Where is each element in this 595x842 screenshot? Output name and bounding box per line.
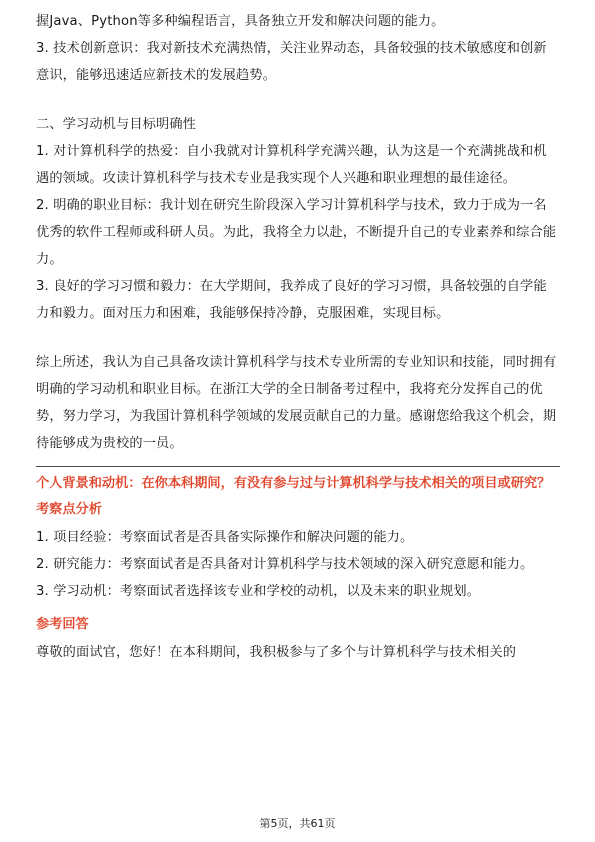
paragraph: 1. 对计算机科学的热爱：自小我就对计算机科学充满兴趣，认为这是一个充满挑战和机遇的领域。攻读计算机科学与技术专业是我实现个人兴趣和职业理想的最佳途径。 (36, 144, 547, 186)
analysis-item: 2. 研究能力：考察面试者是否具备对计算机科学与技术领域的深入研究意愿和能力。 (36, 557, 534, 572)
paragraph: 综上所述，我认为自己具备攻读计算机科学与技术专业所需的专业知识和技能，同时拥有明确的学习动机和职业目标。在浙江大学的全日制备考过程中，我将充分发挥自己的优势，努力学习，为我国计算机科学领域的发展贡献自己的力量。感谢您给我这个机会，期待能够成为贵校的一员。 (36, 355, 557, 451)
interview-question: 个人背景和动机：在你本科期间，有没有参与过与计算机科学与技术相关的项目或研究？ (36, 476, 551, 491)
analysis-item: 1. 项目经验：考察面试者是否具备实际操作和解决问题的能力。 (36, 530, 414, 545)
paragraph: 握Java、Python等多种编程语言，具备独立开发和解决问题的能力。 (36, 14, 445, 29)
answer-text: 尊敬的面试官，您好！在本科期间，我积极参与了多个与计算机科学与技术相关的 (36, 645, 517, 660)
analysis-title: 考察点分析 (36, 502, 102, 517)
analysis-item: 3. 学习动机：考察面试者选择该专业和学校的动机，以及未来的职业规划。 (36, 584, 481, 599)
paragraph: 2. 明确的职业目标：我计划在研究生阶段深入学习计算机科学与技术，致力于成为一名优秀的软件工程师或科研人员。为此，我将全力以赴，不断提升自己的专业素养和综合能力。 (36, 198, 557, 267)
divider (36, 466, 560, 467)
answer-title: 参考回答 (36, 617, 89, 632)
paragraph: 3. 良好的学习习惯和毅力：在大学期间，我养成了良好的学习习惯，具备较强的自学能力和毅力。面对压力和困难，我能够保持冷静，克服困难，实现目标。 (36, 279, 547, 321)
paragraph: 3. 技术创新意识：我对新技术充满热情，关注业界动态，具备较强的技术敏感度和创新意识，能够迅速适应新技术的发展趋势。 (36, 41, 547, 83)
section-heading: 二、学习动机与目标明确性 (36, 117, 197, 132)
page-number: 第5页，共61页 (259, 817, 336, 830)
document-page (36, 0, 560, 666)
